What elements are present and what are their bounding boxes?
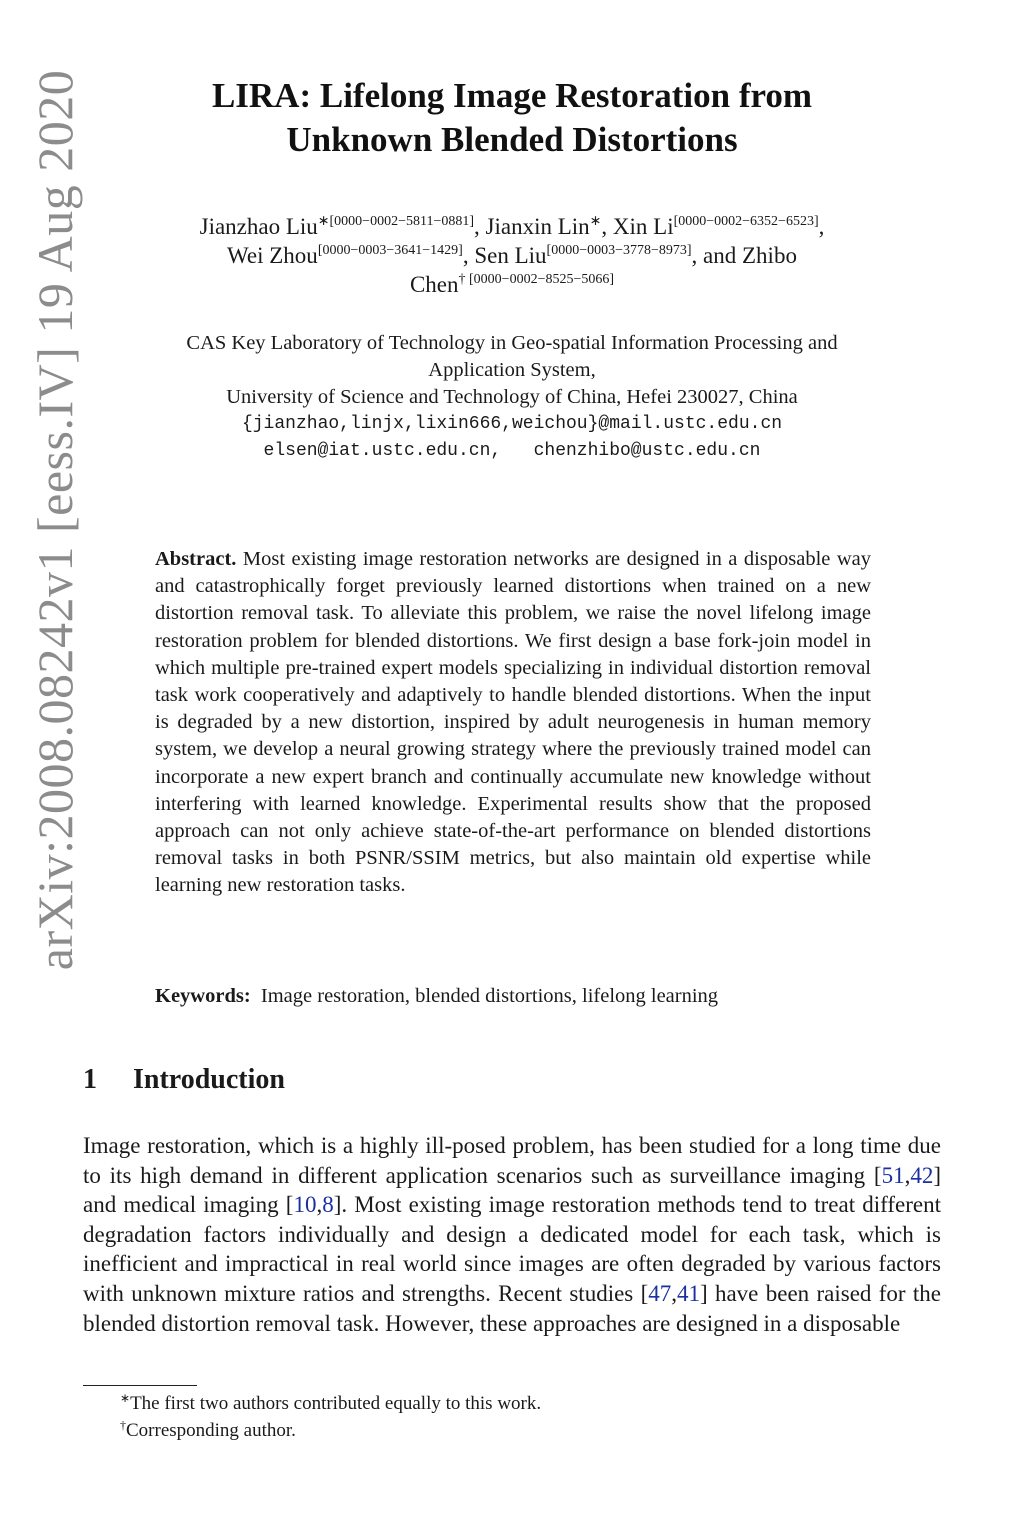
author-name: , Jianxin Lin [474,214,590,239]
author-list [0,212,1024,299]
citation-separator: , [904,1162,911,1188]
author-name: Wei Zhou [227,243,318,268]
footnote-mark: † [120,1418,126,1432]
abstract-label: Abstract. [155,548,237,570]
section-title: Introduction [133,1064,285,1095]
author-name: , and Zhibo [691,243,797,268]
affiliation-line-1: CAS Key Laboratory of Technology in Geo-spatial Information Processing and [186,332,838,354]
footnote-mark: ∗ [120,1391,131,1405]
author-orcid: [0000−0003−3778−8973] [546,243,692,258]
author-line-2 [0,241,1024,270]
footnote [120,1390,541,1417]
email-line-2 [0,438,1024,465]
body-text: ] have been raised for the blended distortion removal task. However, these approaches are designed in a disposable [83,1280,941,1336]
body-text: ]. Most existing image restoration methods tend to treat different degradation factors individually and design a dedicated model for each task, which is inefficient and impractical in real world since images are often degraded by various factors with unknown mixture ratios and strengths. Recent studies [ [83,1192,941,1306]
email: elsen@iat.ustc.edu.cn, [263,441,502,461]
footnote-text: The first two authors contributed equally to this work. [130,1393,542,1414]
footnote-text: Corresponding author. [126,1420,296,1441]
citation-link[interactable]: 42 [910,1162,934,1188]
footnote [120,1417,541,1444]
author-line-3 [0,270,1024,299]
author-name: Chen [409,272,459,297]
section-heading [83,1062,285,1098]
citation-separator: , [316,1192,323,1218]
author-line-1 [0,212,1024,241]
keywords-text: Image restoration, blended distortions, lifelong learning [260,985,719,1007]
arxiv-identifier: arXiv:2008.08242v1 [eess.IV] 19 Aug 2020 [27,69,83,971]
citation-link[interactable]: 10 [293,1192,317,1218]
author-separator: , [818,214,825,239]
author-name: , Sen Liu [462,243,547,268]
author-orcid: † [0000−0002−8525−5066] [458,272,615,287]
paper-title [0,74,1024,162]
author-orcid: [0000−0002−6352−6523] [673,214,819,229]
keywords-label: Keywords: [155,985,251,1007]
citation-separator: , [671,1280,677,1306]
introduction-paragraph [83,1131,941,1338]
citation-link[interactable]: 51 [881,1162,905,1188]
author-name: , Xin Li [601,214,674,239]
affiliation-block [0,330,1024,465]
title-line-1: LIRA: Lifelong Image Restoration from [211,76,813,115]
citation-link[interactable]: 8 [322,1192,334,1218]
abstract-text: Most existing image restoration networks are designed in a disposable way and catastrophically forget previously learned distortions when trained on a new distortion removal task. To alleviate this problem, we raise the novel lifelong image restoration problem for blended distortions. We first design a base fork-join model in which multiple pre-trained expert models specializing in individual distortion removal task work cooperatively and adaptively to handle blended distortions. When the input is degraded by a new distortion, inspired by adult neurogenesis in human memory system, we develop a neural growing strategy where the previously trained model can incorporate a new expert branch and continually accumulate new knowledge without interfering with learned knowledge. Experimental results show that the proposed approach can not only achieve state-of-the-art performance on blended distortions removal tasks in both PSNR/SSIM metrics, but also maintain old expertise while learning new restoration tasks. [155,548,871,897]
email: chenzhibo@ustc.edu.cn [533,441,761,461]
footnotes [120,1390,541,1444]
abstract [155,546,871,900]
citation-link[interactable]: 47 [648,1280,672,1306]
affiliation-line-2: Application System, [428,359,596,381]
title-line-2: Unknown Blended Distortions [286,120,738,159]
author-orcid: ∗[0000−0002−5811−0881] [317,214,475,229]
email-line-1: {jianzhao,linjx,lixin666,weichou}@mail.ustc.edu.cn [241,414,783,434]
affiliation-line-3: University of Science and Technology of China, Hefei 230027, China [226,386,798,408]
author-mark: ∗ [589,214,602,229]
author-name: Jianzhao Liu [199,214,318,239]
author-orcid: [0000−0003−3641−1429] [317,243,463,258]
footnote-rule [83,1385,197,1386]
body-text: ] and medical imaging [ [83,1162,941,1218]
keywords [155,983,871,1010]
body-text: Image restoration, which is a highly ill-posed problem, has been studied for a long time due to its high demand in different application scenarios such as surveillance imaging [ [83,1133,941,1188]
section-number: 1 [83,1064,97,1095]
citation-link[interactable]: 41 [676,1280,700,1306]
arxiv-sidebar [0,60,110,980]
